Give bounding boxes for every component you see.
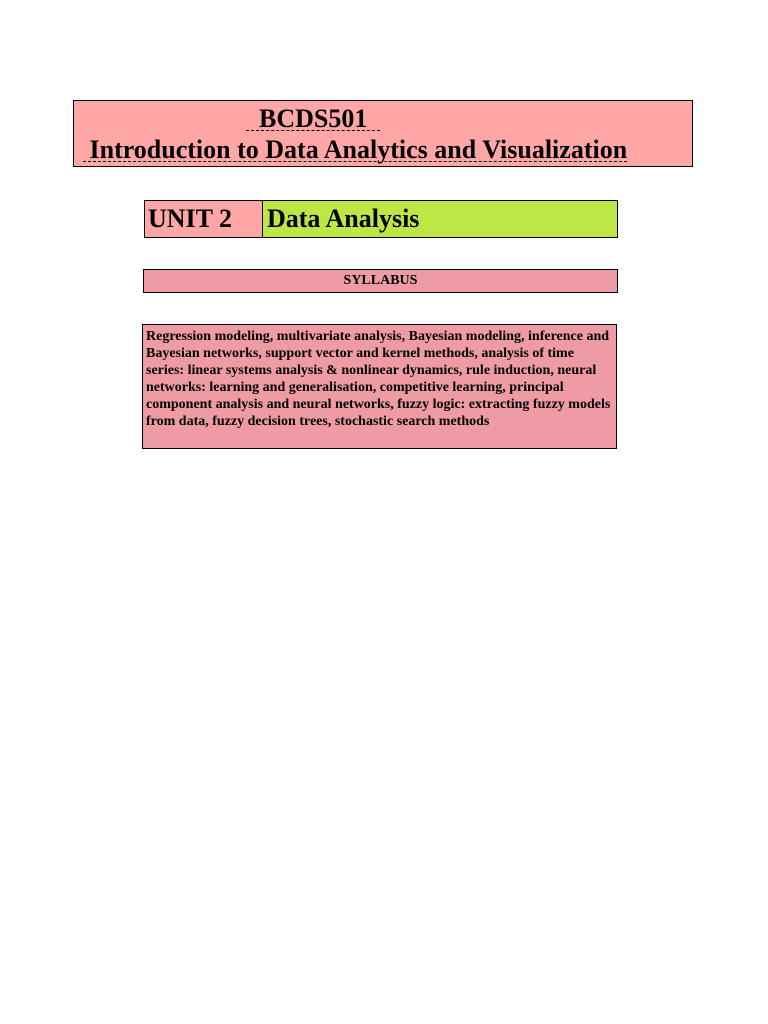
course-code: BCDS501 [246,104,381,133]
unit-label: UNIT 2 [145,201,263,237]
course-header [73,100,693,167]
unit-name: Data Analysis [263,201,617,237]
syllabus-heading: SYLLABUS [143,269,618,293]
course-title: Introduction to Data Analytics and Visualization [83,135,628,164]
syllabus-content: Regression modeling, multivariate analysis, Bayesian modeling, inference and Bayesian networks, support vector and kernel methods, analysis of time series: linear systems analysis & nonlinear dynamics, rule induction, neural networks: learning and generalisation, competitive learning, principal component analysis and neural networks, fuzzy logic: extracting fuzzy models from data, fuzzy decision trees, stochastic search methods [142,324,617,449]
unit-row [144,200,618,238]
